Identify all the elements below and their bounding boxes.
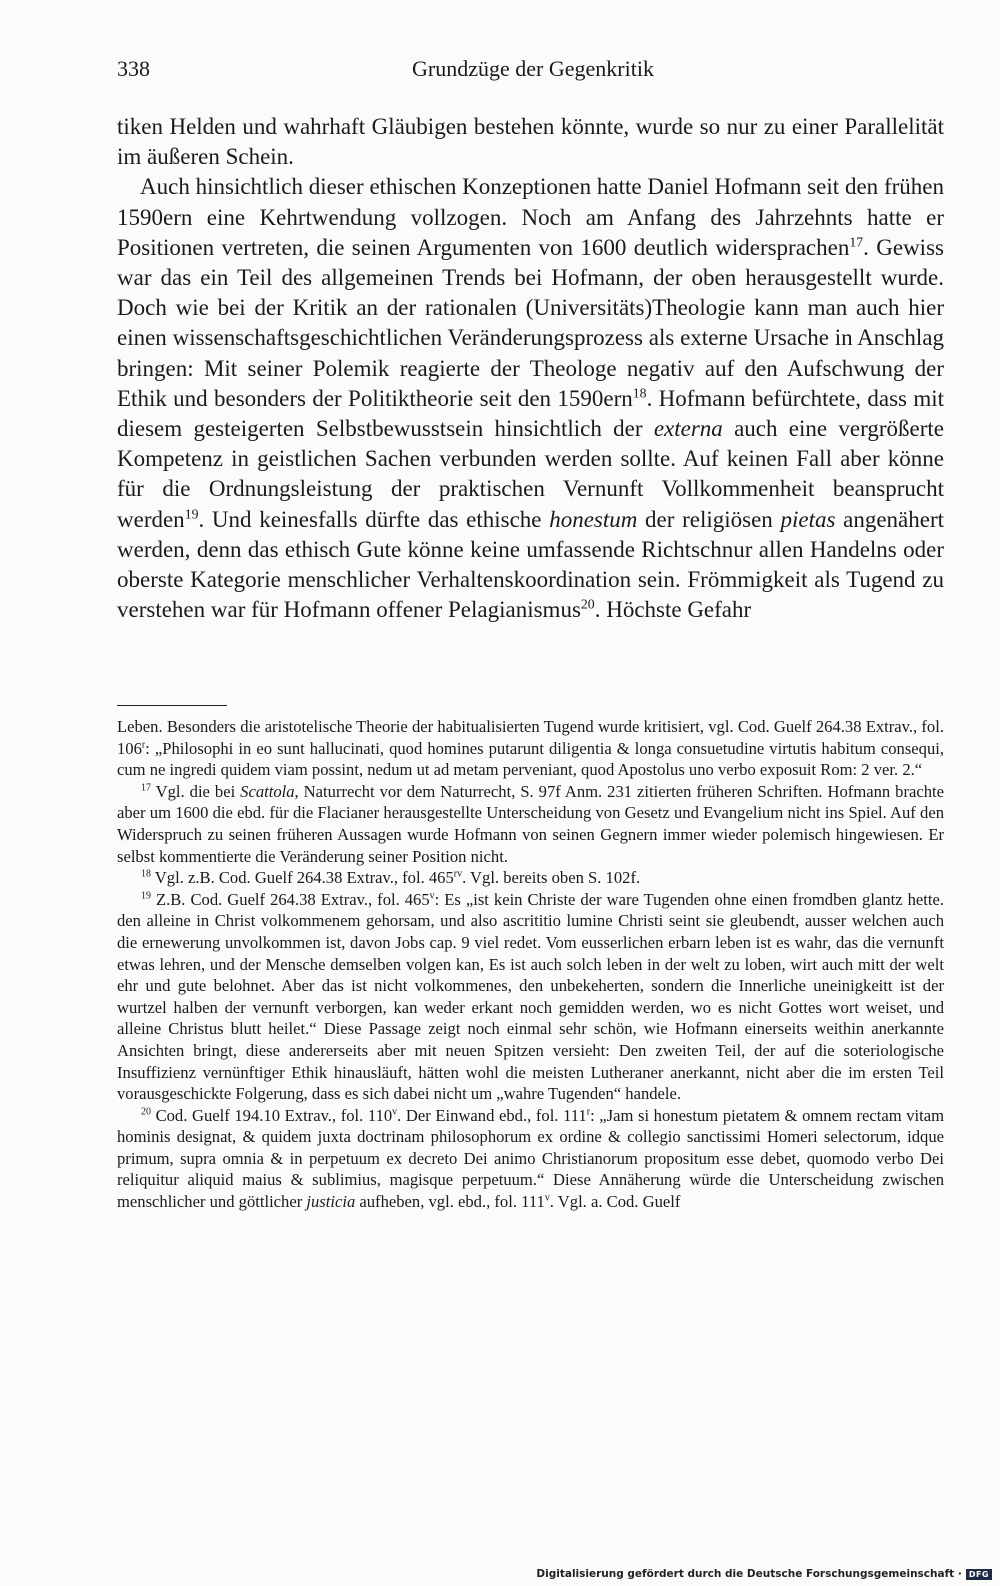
footnote-17: $^{17}$ Vgl. die bei Scattola, Naturrecht vor dem Naturrecht, S. 97f Anm. 231 zitierten früheren Schriften. Hofmann brachte aber um 1600 die ebd. für die Flacianer herausgestellte Unterscheidung von Gesetz und Evangelium nicht ins Spiel. Auf den Widerspruch zu seinen früheren Aussagen wurde Hofmann von seinen Gegnern immer wieder polemisch hingewiesen. Er selbst kommentierte die Veränderung seiner Position nicht.: [117, 781, 944, 866]
paragraph-main: Auch hinsichtlich dieser ethischen Konzeptionen hatte Daniel Hofmann seit den frühen 1590ern eine Kehrtwendung vollzogen. Noch am Anfang des Jahrzehnts hatte er Positionen vertreten, die seinen Argumenten von 1600 deutlich widersprachen$^{17}$. Gewiss war das ein Teil des allgemeinen Trends bei Hofmann, der oben herausgestellt wurde. Doch wie bei der Kritik an der rationalen (Universitäts)Theologie kann man auch hier einen wissenschaftsgeschichtlichen Veränderungsprozess als externe Ursache in Anschlag bringen: Mit seiner Polemik reagierte der Theologe negativ auf den Aufschwung der Ethik und besonders der Politiktheorie seit den 1590ern$^{18}$. Hofmann befürchtete, dass mit diesem gesteigerten Selbstbewusstsein hinsichtlich der externa auch eine vergrößerte Kompetenz in geistlichen Sachen verbunden werden sollte. Auf keinen Fall aber könne für die Ordnungsleistung der praktischen Vernunft Vollkommenheit beansprucht werden$^{19}$. Und keinesfalls dürfte das ethische honestum der religiösen pietas angenähert werden, denn das ethisch Gute könne keine umfassende Richtschnur allen Handelns oder oberste Kategorie menschlicher Verhaltenskoordination sein. Frömmigkeit als Tugend zu verstehen war für Hofmann offener Pelagianismus$^{20}$. Höchste Gefahr: [117, 174, 944, 623]
footnote-number: 18: [141, 868, 151, 880]
footnote-number: 17: [141, 782, 151, 794]
footnote-19: $^{19}$ Z.B. Cod. Guelf 264.38 Extrav., fol. 465$^v$: Es „ist kein Christe der ware Tugenden ohne einen fromdben glantz hette. den alleine in Christ volkommenem gehorsam, und also ascrititio lumine Christi seint sie gleubendt, ausser welchen auch die ernewerung unvolkommen ist, davon Jobs cap. 9 viel redet. Vom eusserlichen erbarn leben ist es wahr, das die vernunft etwas lehren, und der Mensche demselben volgen kan, Es ist auch solch leben in der welt zu loben, wirt auch mitt der welt ehr und gute belohnet. Aber das ist nicht volkommenes, den unbekeherten, sondern die Innerliche uneinigkeitt ist der wurtzel halben der vernunft verborgen, kan weder erkant noch gemidden werden, wo es nicht Gottes wort weiset, und alleine Christus blutt heilet.“ Diese Passage zeigt noch einmal sehr schön, wie Hofmann einerseits weithin anerkannte Ansichten bringt, diese andererseits aber mit neuen Spitzen versieht: Den zweiten Teil, der auf die soteriologische Insuffizienz vernünftiger Ethik hinausläuft, hätten wohl die meisten Lutheraner anerkannt, nicht aber die im ersten Teil vorausgeschickte Folgerung, dass es sich dabei nicht um „wahre Tugenden“ handele.: [117, 889, 945, 1104]
footnote-separator: [117, 705, 227, 706]
footnotes: [117, 716, 944, 1213]
footnote-ref-20[interactable]: 20: [580, 596, 595, 612]
footnote-ref-19[interactable]: 19: [184, 505, 199, 521]
footnote-number: 20: [141, 1106, 151, 1118]
footnote-ref-17[interactable]: 17: [849, 234, 864, 250]
page-number: 338: [117, 56, 150, 81]
italic-term: pietas: [780, 506, 836, 532]
paragraph-continuation: tiken Helden und wahrhaft Gläubigen bestehen könnte, wurde so nur zu einer Parallelität im äußeren Schein.: [117, 114, 944, 170]
digitization-credit: [536, 1568, 992, 1580]
dfg-logo-icon: DFG: [966, 1569, 992, 1580]
footnote-18: $^{18}$ Vgl. z.B. Cod. Guelf 264.38 Extrav., fol. $465^{rv}$. Vgl. bereits oben S. 102f.: [141, 868, 641, 888]
italic-term: honestum: [549, 506, 638, 532]
page-header: [117, 56, 949, 82]
italic-term: externa: [653, 416, 723, 442]
running-title: Grundzüge der Gegenkritik: [412, 56, 654, 81]
footnote-continuation: Leben. Besonders die aristotelische Theorie der habitualisierten Tugend wurde kritisiert, vgl. Cod. Guelf 264.38 Extrav., fol. 106$^r$: „Philosophi in eo sunt hallucinati, quod homines putarunt diligentia & longa consuetudine virtutis habitum consequi, cum ne ingredi quidem viam possint, nedum ut ad metam perveniant, quod Apostolus uno verbo exposuit Rom: 2 ver. 2.“: [117, 717, 944, 780]
footnote-ref-18[interactable]: 18: [632, 385, 647, 401]
main-text: [117, 112, 944, 625]
footnote-20: $^{20}$ Cod. Guelf 194.10 Extrav., fol. 110$^v$. Der Einwand ebd., fol. 111$^r$: „Jam si honestum pietatem & omnem rectam vitam hominis designat, & quidem juxta doctrinam philosophorum ex ordine & collegio sanctissimi Homeri selectorum, idque primum, supra omnia & in perpetuum ex decreto Dei animo Christianorum propositum esse debet, quomodo verbo Dei reliquitur aliquid maius & sublimius, magisque perpetuum.“ Diese Annäherung würde die Unterscheidung zwischen menschlicher und göttlicher justicia aufheben, vgl. ebd., fol. 111$^v$. Vgl. a. Cod. Guelf: [117, 1105, 945, 1212]
footnote-number: 19: [141, 890, 151, 902]
credit-text: Digitalisierung gefördert durch die Deutsche Forschungsgemeinschaft ·: [536, 1568, 962, 1580]
